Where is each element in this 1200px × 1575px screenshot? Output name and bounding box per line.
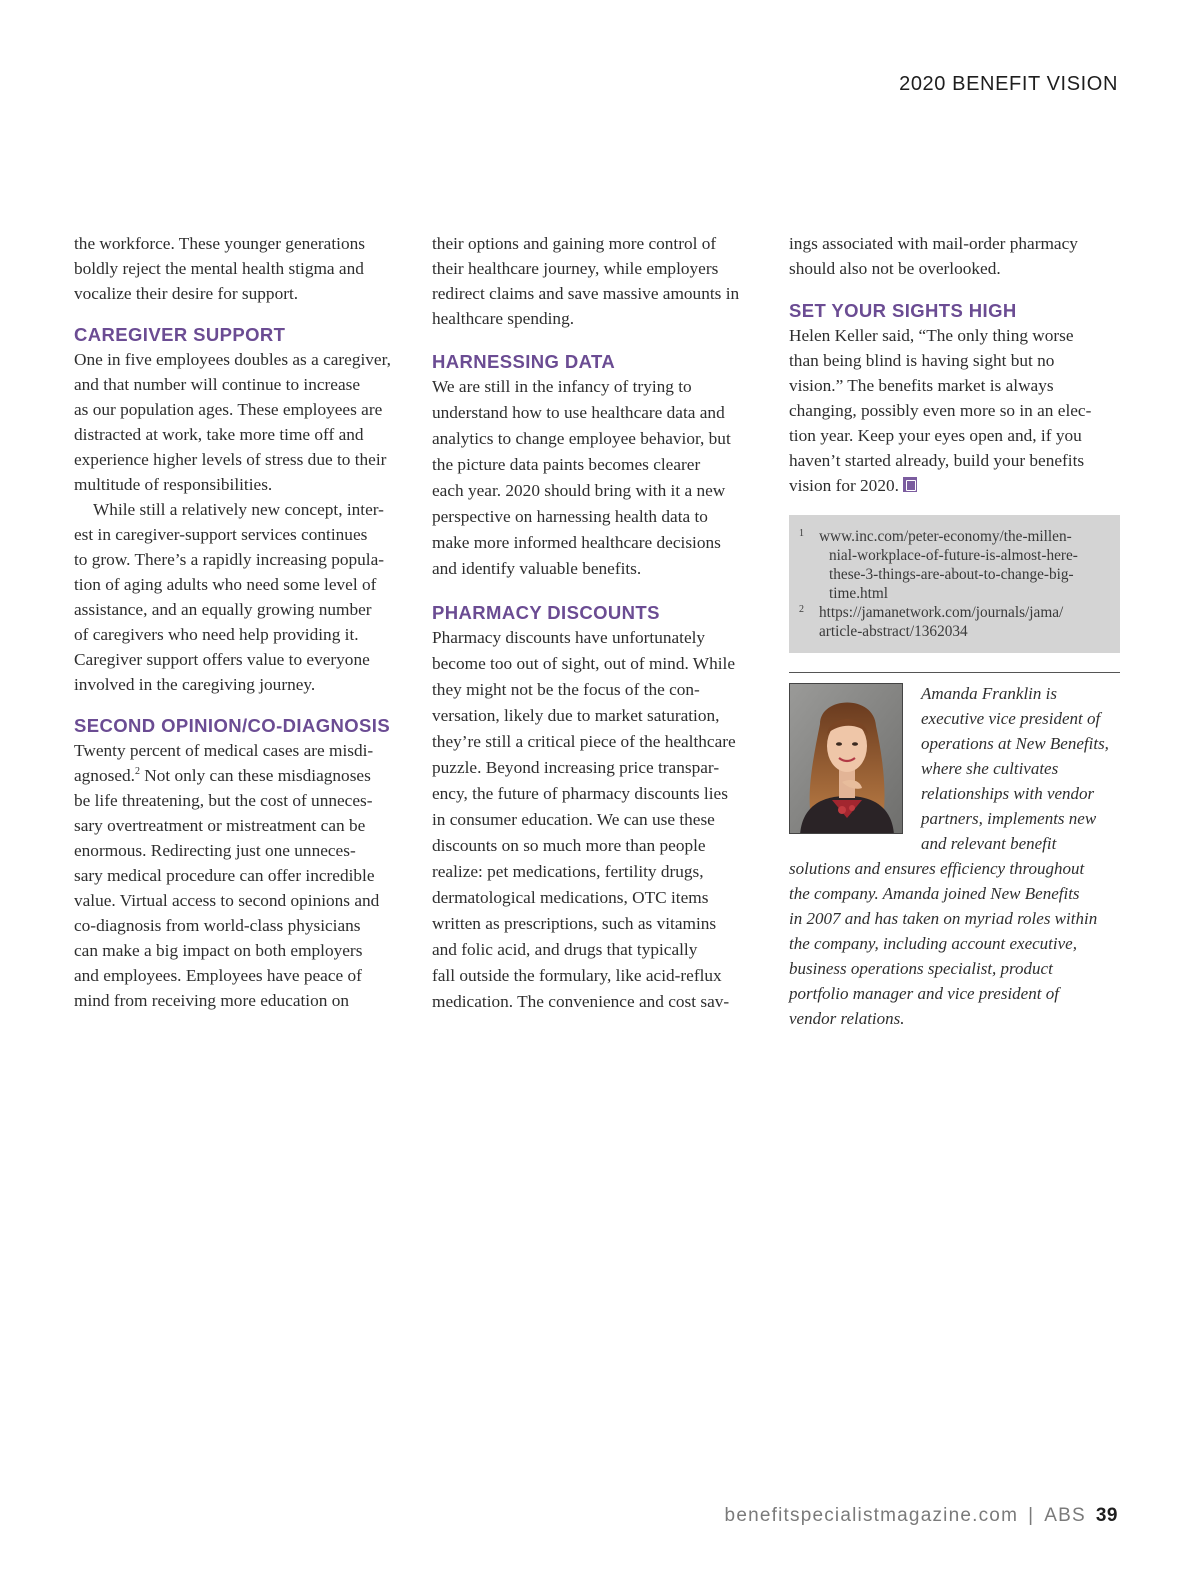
text-line: vision.” The benefits market is always	[789, 376, 1054, 395]
text-line: the workforce. These younger generations	[74, 234, 365, 253]
text-line: their options and gaining more control of	[432, 234, 717, 253]
text-line: Helen Keller said, “The only thing worse	[789, 326, 1074, 345]
bio-line: Amanda Franklin is	[921, 684, 1057, 703]
text-line: of caregivers who need help providing it.	[74, 625, 359, 644]
text-line: distracted at work, take more time off and	[74, 425, 364, 444]
bio-line: vendor relations.	[789, 1009, 905, 1028]
text-fragment: agnosed.	[74, 766, 135, 785]
text-line: and employees. Employees have peace of	[74, 966, 362, 985]
bio-line: and relevant benefit	[921, 834, 1057, 853]
text-line: boldly reject the mental health stigma and	[74, 259, 364, 278]
bio-line: executive vice president of	[921, 709, 1101, 728]
bio-line: where she cultivates	[921, 759, 1059, 778]
text-line: realize: pet medications, fertility drugs,	[432, 862, 704, 881]
text-line: sary medical procedure can offer incredible	[74, 866, 375, 885]
author-portrait-image	[790, 684, 903, 834]
text-line: ency, the future of pharmacy discounts lies	[432, 784, 728, 803]
heading-pharmacy-discounts: PHARMACY DISCOUNTS	[432, 602, 660, 623]
page-footer	[725, 1505, 1118, 1527]
footnote-link[interactable]	[819, 527, 1106, 603]
text-line: We are still in the infancy of trying to	[432, 377, 692, 396]
text-line: as our population ages. These employees are	[74, 400, 383, 419]
footnote-number: 2	[799, 604, 804, 615]
text-line: they’re still a critical piece of the healthcare	[432, 732, 736, 751]
text-line: and identify valuable benefits.	[432, 559, 642, 578]
text-line: dermatological medications, OTC items	[432, 888, 709, 907]
footnote-line: these-3-things-are-about-to-change-big-	[829, 566, 1074, 583]
text-line: value. Virtual access to second opinions and	[74, 891, 380, 910]
text-line: experience higher levels of stress due to their	[74, 450, 387, 469]
text-line: Caregiver support offers value to everyone	[74, 650, 370, 669]
paragraph-mail-order	[789, 231, 1120, 281]
text-line: can make a big impact on both employers	[74, 941, 363, 960]
paragraph-caregiver-1	[74, 347, 406, 497]
text-line: they might not be the focus of the con-	[432, 680, 700, 699]
text-line: healthcare spending.	[432, 309, 575, 328]
text-line: analytics to change employee behavior, but	[432, 429, 731, 448]
text-line: vocalize their desire for support.	[74, 284, 299, 303]
text-line: changing, possibly even more so in an elec-	[789, 401, 1092, 420]
text-line: and that number will continue to increase	[74, 375, 361, 394]
text-line: redirect claims and save massive amounts in	[432, 284, 740, 303]
bio-line: partners, implements new	[921, 809, 1097, 828]
bio-line: portfolio manager and vice president of	[789, 984, 1059, 1003]
text-line: fall outside the formulary, like acid-reflux	[432, 966, 722, 985]
text-line: the picture data paints becomes clearer	[432, 455, 701, 474]
column-2	[432, 231, 764, 1015]
footnote-line: www.inc.com/peter-economy/the-millen-	[819, 528, 1072, 545]
text-line: medication. The convenience and cost sav-	[432, 992, 730, 1011]
text-line: be life threatening, but the cost of unneces-	[74, 791, 373, 810]
bio-line: in 2007 and has taken on myriad roles within	[789, 909, 1098, 928]
text-line: written as prescriptions, such as vitamins	[432, 914, 717, 933]
text-line: make more informed healthcare decisions	[432, 533, 721, 552]
author-bio	[789, 681, 1120, 1031]
bio-line: the company, including account executive,	[789, 934, 1077, 953]
text-line: enormous. Redirecting just one unneces-	[74, 841, 356, 860]
text-line: each year. 2020 should bring with it a new	[432, 481, 726, 500]
text-line: assistance, and an equally growing number	[74, 600, 372, 619]
footer-separator: |	[1028, 1505, 1035, 1526]
footnote-2	[799, 603, 1106, 641]
footnote-line: https://jamanetwork.com/journals/jama/	[819, 604, 1064, 621]
paragraph-caregiver-2	[74, 497, 406, 697]
text-line: involved in the caregiving journey.	[74, 675, 316, 694]
page-number: 39	[1095, 1505, 1118, 1526]
bio-line: the company. Amanda joined New Benefits	[789, 884, 1080, 903]
footnote-line: time.html	[829, 585, 889, 602]
text-line: understand how to use healthcare data and	[432, 403, 725, 422]
bio-divider	[789, 672, 1120, 673]
paragraph-second-opinion	[74, 738, 406, 1013]
bio-line: solutions and ensures efficiency throughout	[789, 859, 1085, 878]
running-head: 2020 BENEFIT VISION	[899, 73, 1118, 95]
text-line: mind from receiving more education on	[74, 991, 349, 1010]
text-line: haven’t started already, build your benefits	[789, 451, 1085, 470]
end-of-article-icon	[903, 477, 917, 492]
paragraph-workforce	[74, 231, 406, 306]
text-line: in consumer education. We can use these	[432, 810, 715, 829]
text-line: tion year. Keep your eyes open and, if you	[789, 426, 1082, 445]
text-line: perspective on harnessing health data to	[432, 507, 708, 526]
text-line: One in five employees doubles as a caregiver,	[74, 350, 391, 369]
footer-publication: ABS	[1044, 1505, 1086, 1526]
text-line: While still a relatively new concept, inter-	[93, 500, 384, 519]
column-3	[789, 231, 1120, 1031]
text-line: should also not be overlooked.	[789, 259, 1001, 278]
text-line: tion of aging adults who need some level of	[74, 575, 377, 594]
bio-line: operations at New Benefits,	[921, 734, 1109, 753]
text-line: puzzle. Beyond increasing price transpar-	[432, 758, 720, 777]
text-line	[789, 473, 1120, 498]
text-line	[74, 763, 406, 788]
text-line: to grow. There’s a rapidly increasing popula-	[74, 550, 385, 569]
text-fragment: vision for 2020.	[789, 476, 899, 495]
text-line: and folic acid, and drugs that typically	[432, 940, 698, 959]
footnotes-box	[789, 515, 1120, 653]
text-line: become too out of sight, out of mind. While	[432, 654, 736, 673]
text-line: Pharmacy discounts have unfortunately	[432, 628, 706, 647]
footnote-ref-2: 2	[134, 766, 140, 778]
text-fragment: Not only can these misdiagnoses	[139, 766, 371, 785]
text-line: versation, likely due to market saturation,	[432, 706, 720, 725]
footnote-link[interactable]	[819, 603, 1106, 641]
footnote-line: article-abstract/1362034	[819, 623, 968, 640]
text-line: ings associated with mail-order pharmacy	[789, 234, 1078, 253]
bio-line: business operations specialist, product	[789, 959, 1053, 978]
text-line: sary overtreatment or mistreatment can be	[74, 816, 366, 835]
text-line: discounts on so much more than people	[432, 836, 706, 855]
paragraph-data	[432, 374, 764, 582]
footnote-number: 1	[799, 528, 804, 539]
text-line: multitude of responsibilities.	[74, 475, 273, 494]
heading-second-opinion: SECOND OPINION/CO-DIAGNOSIS	[74, 715, 391, 736]
footer-website-link[interactable]: benefitspecialistmagazine.com	[724, 1505, 1019, 1526]
heading-caregiver-support: CAREGIVER SUPPORT	[74, 324, 286, 345]
heading-set-your-sights: SET YOUR SIGHTS HIGH	[789, 300, 1017, 321]
paragraph-pharmacy	[432, 625, 764, 1015]
text-line: est in caregiver-support services continues	[74, 525, 368, 544]
text-line: co-diagnosis from world-class physicians	[74, 916, 361, 935]
text-line: than being blind is having sight but no	[789, 351, 1055, 370]
heading-harnessing-data: HARNESSING DATA	[432, 351, 616, 372]
text-line: Twenty percent of medical cases are misdi-	[74, 741, 374, 760]
paragraph-sights	[789, 323, 1120, 498]
footnote-1	[799, 527, 1106, 603]
paragraph-options	[432, 231, 764, 331]
column-1	[74, 231, 406, 1013]
text-line: their healthcare journey, while employers	[432, 259, 719, 278]
bio-line: relationships with vendor	[921, 784, 1095, 803]
author-photo	[789, 683, 903, 834]
footnote-line: nial-workplace-of-future-is-almost-here-	[829, 547, 1078, 564]
